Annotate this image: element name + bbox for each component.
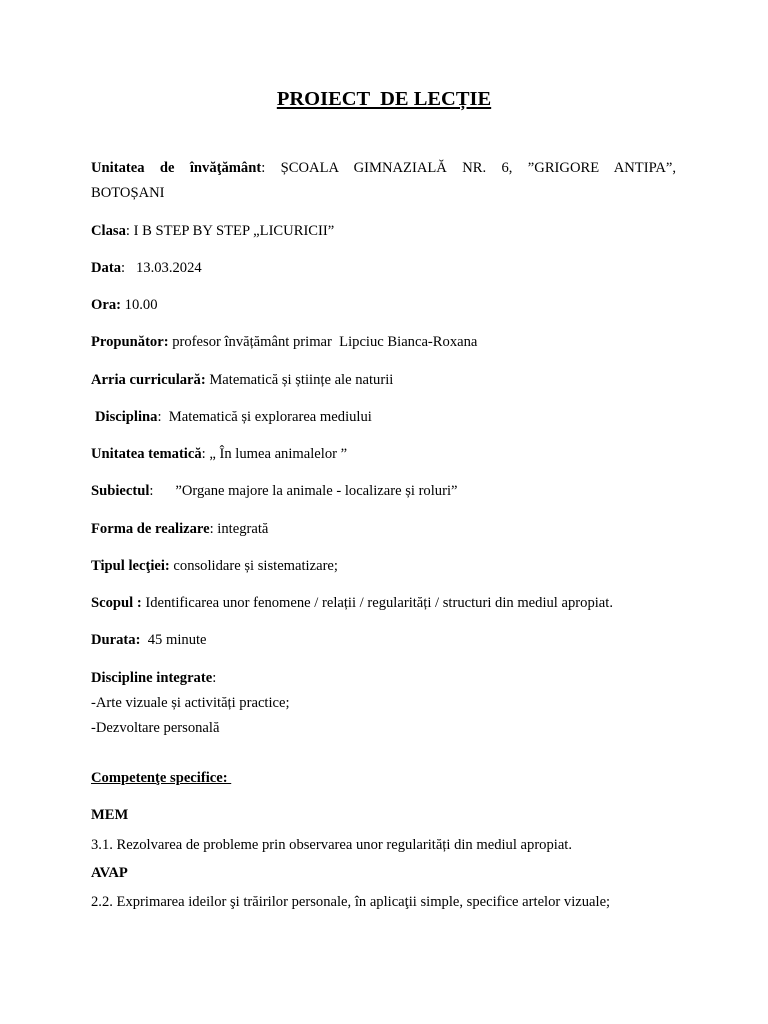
disciplina-line: [95, 408, 680, 426]
competente-heading: Competenţe specifice:: [91, 770, 232, 786]
forma-value: : integrată: [209, 521, 269, 537]
scopul-label: Scopul :: [91, 595, 142, 611]
tipul-line: [91, 557, 676, 575]
unitatea-value-1: ȘCOALA GIMNAZIALĂ NR. 6, ”GRIGORE ANTIPA”,: [280, 160, 677, 176]
list-item: -Dezvoltare personală: [91, 720, 220, 736]
unitatea-tematica-line: [91, 445, 676, 463]
tipul-label: Tipul lecţiei:: [91, 558, 170, 574]
durata-value: 45 minute: [140, 632, 207, 648]
clasa-label: Clasa: [91, 223, 126, 239]
discipline-integrate-label: Discipline integrate: [91, 670, 213, 686]
unitatea-value-2: BOTOȘANI: [91, 185, 165, 201]
tipul-value: consolidare și sistematizare;: [169, 558, 338, 574]
ora-value: 10.00: [121, 297, 158, 313]
data-line: [91, 259, 676, 277]
scopul-value: Identificarea unor fenomene / relații / regularități / structuri din mediul apropiat.: [141, 595, 613, 611]
propunator-label: Propunător:: [91, 334, 169, 350]
forma-line: [91, 520, 676, 538]
arria-value: Matematică și științe ale naturii: [205, 372, 394, 388]
list-item: -Arte vizuale și activități practice;: [91, 695, 290, 711]
scopul-line: [91, 594, 676, 612]
discipline-integrate-sep: :: [212, 670, 217, 686]
durata-label: Durata:: [91, 632, 141, 648]
unitatea-label: Unitatea de învăţământ: [91, 160, 262, 176]
propunator-value: profesor învățământ primar Lipciuc Bianca-Roxana: [168, 334, 478, 350]
data-label: Data: [91, 260, 121, 276]
avap-item: 2.2. Exprimarea ideilor şi trăirilor personale, în aplicaţii simple, specifice artelor vizuale;: [91, 894, 611, 910]
unitatea-line-2: [91, 184, 676, 202]
subiectul-label: Subiectul: [91, 483, 150, 499]
unitatea-tematica-value: : „ În lumea animalelor ”: [201, 446, 348, 462]
durata-line: [91, 631, 676, 649]
propunator-line: [91, 333, 676, 351]
discipline-integrate-line: [91, 669, 676, 687]
subiectul-line: [91, 482, 676, 500]
disciplina-label: Disciplina: [95, 409, 158, 425]
mem-heading: MEM: [91, 807, 129, 823]
page-title: PROIECT DE LECȚIE: [276, 88, 492, 110]
forma-label: Forma de realizare: [91, 521, 210, 537]
disciplina-value: : Matematică și explorarea mediului: [157, 409, 372, 425]
unitatea-sep: :: [261, 160, 281, 176]
mem-item: 3.1. Rezolvarea de probleme prin observarea unor regularități din mediul apropiat.: [91, 837, 573, 853]
ora-label: Ora:: [91, 297, 121, 313]
avap-heading: AVAP: [91, 865, 128, 881]
clasa-line: [91, 222, 676, 240]
unitatea-tematica-label: Unitatea tematică: [91, 446, 202, 462]
unitatea-line-1: [91, 159, 676, 177]
data-value: : 13.03.2024: [121, 260, 202, 276]
ora-line: [91, 296, 676, 314]
arria-label: Arria curriculară:: [91, 372, 206, 388]
arria-line: [91, 371, 676, 389]
clasa-value: : I B STEP BY STEP „LICURICII”: [125, 223, 335, 239]
subiectul-value: : ”Organe majore la animale - localizare și roluri”: [149, 483, 458, 499]
